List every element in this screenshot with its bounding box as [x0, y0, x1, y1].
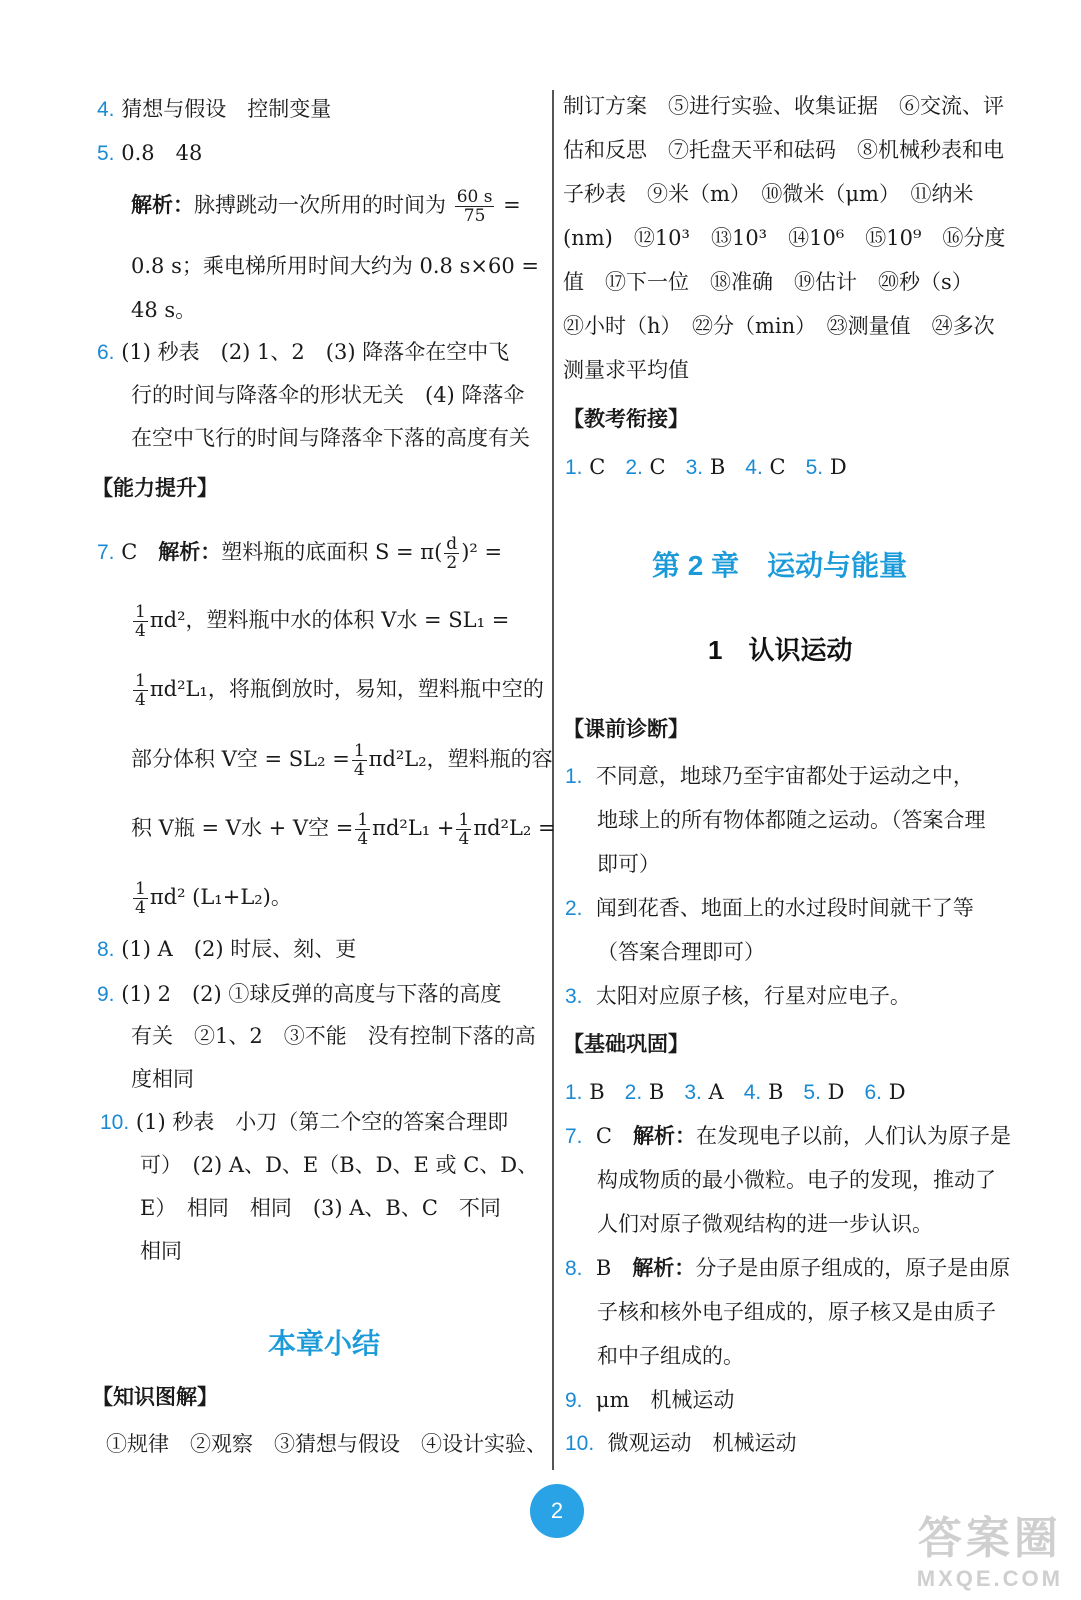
fraction: $\frac{1}{4}$ — [135, 602, 146, 641]
fraction: $\frac{1}{4}$ — [135, 671, 146, 710]
answer-10-line-4: 相同 — [140, 1239, 182, 1263]
ability-heading: 【能力提升】 — [92, 477, 218, 500]
fraction: $\frac{1}{4}$ — [353, 741, 365, 780]
answer-9-line-2: 有关 ②1、2 ③不能 没有控制下落的高 — [131, 1024, 536, 1048]
answer-7-line-1: 7. C 解析：塑料瓶的底面积 S = π( $\frac{d}{2}$ )² = — [97, 534, 503, 573]
knowledge-map-line-4: 子秒表 ⑨米（m） ⑩微米（μm） ⑪纳米 — [563, 182, 974, 206]
basic-answer-7-line-1: 7. C 解析：在发现电子以前，人们认为原子是 — [565, 1123, 1011, 1148]
answer-9-line-1: 9. (1) 2 (2) ①球反弹的高度与下落的高度 — [97, 982, 502, 1006]
chapter-title: 第 2 章 运动与能量 — [652, 550, 908, 581]
knowledge-map-line-8: 测量求平均值 — [563, 358, 689, 382]
knowledge-map-line-5: (nm) ⑫10³ ⑬10³ ⑭10⁶ ⑮10⁹ ⑯分度 — [563, 226, 1006, 250]
exam-link-heading: 【教考衔接】 — [563, 408, 689, 431]
answer-10-line-1: 10. (1) 秒表 小刀（第二个空的答案合理即 — [100, 1110, 509, 1134]
knowledge-map-line-1: ①规律 ②观察 ③猜想与假设 ④设计实验、 — [106, 1432, 547, 1456]
answer-5-explanation-line-2: 0.8 s；乘电梯所用时间大约为 0.8 s×60 = — [131, 254, 539, 278]
basic-answer-8-line-1: 8. B 解析：分子是由原子组成的，原子是由原 — [565, 1255, 1011, 1280]
answer-7-line-6: $\frac{1}{4}$ πd² (L₁+L₂)。 — [135, 879, 292, 918]
page-number: 2 — [530, 1484, 584, 1538]
answer-7-line-2: $\frac{1}{4}$ πd²，塑料瓶中水的体积 V水 = SL₁ = — [135, 602, 510, 641]
chapter-summary-title: 本章小结 — [268, 1328, 381, 1359]
watermark-logo: 答案圈 MXQE.COM — [916, 1514, 1063, 1591]
answer-5-explanation-line-1: 解析：脉搏跳动一次所用的时间为 $\frac{60 s}{75}$ = — [131, 187, 521, 226]
answer-10-line-2: 可） (2) A、D、E（B、D、E 或 C、D、 — [140, 1153, 539, 1177]
basic-answer-8-line-2: 子核和核外电子组成的，原子核又是由质子 — [597, 1300, 996, 1324]
exam-link-answers: 1. C 2. C 3. B 4. C 5. D — [565, 455, 847, 479]
answer-9-line-3: 度相同 — [131, 1067, 194, 1091]
fraction: $\frac{d}{2}$ — [446, 534, 458, 573]
fraction: $\frac{60 s}{75}$ — [456, 187, 493, 226]
pre-answer-1-line-3: 即可） — [597, 852, 660, 876]
pre-answer-2-line-2: （答案合理即可） — [597, 940, 765, 964]
knowledge-map-heading: 【知识图解】 — [92, 1386, 218, 1409]
fraction: $\frac{1}{4}$ — [135, 879, 146, 918]
answer-6-line-1: 6. (1) 秒表 (2) 1、2 (3) 降落伞在空中飞 — [97, 340, 510, 364]
answer-4: 4. 猜想与假设 控制变量 — [97, 97, 332, 121]
pre-answer-2-line-1: 2. 闻到花香、地面上的水过段时间就干了等 — [565, 896, 974, 920]
fraction: $\frac{1}{4}$ — [357, 810, 369, 849]
answer-7-line-5: 积 V瓶 = V水 + V空 = $\frac{1}{4}$ πd²L₁ + $\frac{1}{4}$ πd²L₂ = — [131, 810, 556, 849]
column-divider — [552, 90, 554, 1470]
basic-answer-9: 9. μm 机械运动 — [565, 1388, 735, 1412]
knowledge-map-line-7: ㉑小时（h） ㉒分（min） ㉓测量值 ㉔多次 — [563, 314, 995, 338]
fraction: $\frac{1}{4}$ — [458, 810, 470, 849]
answer-8: 8. (1) A (2) 时辰、刻、更 — [97, 937, 357, 961]
answer-5-explanation-line-3: 48 s。 — [131, 298, 197, 322]
knowledge-map-line-3: 估和反思 ⑦托盘天平和砝码 ⑧机械秒表和电 — [563, 138, 1004, 162]
section-title: 1 认识运动 — [708, 635, 853, 665]
basic-consolidation-heading: 【基础巩固】 — [563, 1033, 689, 1056]
answer-6-line-3: 在空中飞行的时间与降落伞下落的高度有关 — [131, 426, 530, 450]
basic-answer-7-line-2: 构成物质的最小微粒。电子的发现，推动了 — [597, 1168, 996, 1192]
basic-answers: 1. B 2. B 3. A 4. B 5. D 6. D — [565, 1080, 906, 1104]
basic-answer-8-line-3: 和中子组成的。 — [597, 1344, 744, 1368]
pre-answer-1-line-1: 1. 不同意，地球乃至宇宙都处于运动之中， — [565, 764, 974, 788]
answer-7-line-4: 部分体积 V空 = SL₂ = $\frac{1}{4}$ πd²L₂，塑料瓶的容 — [131, 741, 553, 780]
knowledge-map-line-2: 制订方案 ⑤进行实验、收集证据 ⑥交流、评 — [563, 94, 1004, 118]
pre-answer-3: 3. 太阳对应原子核，行星对应电子。 — [565, 984, 911, 1008]
pre-answer-1-line-2: 地球上的所有物体都随之运动。（答案合理 — [597, 808, 986, 832]
basic-answer-10: 10. 微观运动 机械运动 — [565, 1431, 797, 1455]
pre-class-heading: 【课前诊断】 — [563, 718, 689, 741]
answer-7-line-3: $\frac{1}{4}$ πd²L₁，将瓶倒放时，易知，塑料瓶中空的 — [135, 671, 544, 710]
knowledge-map-line-6: 值 ⑰下一位 ⑱准确 ⑲估计 ⑳秒（s） — [563, 270, 973, 294]
basic-answer-7-line-3: 人们对原子微观结构的进一步认识。 — [597, 1212, 933, 1236]
answer-10-line-3: E） 相同 相同 (3) A、B、C 不同 — [140, 1196, 501, 1220]
answer-6-line-2: 行的时间与降落伞的形状无关 (4) 降落伞 — [131, 383, 525, 407]
answer-5: 5. 0.8 48 — [97, 141, 203, 165]
